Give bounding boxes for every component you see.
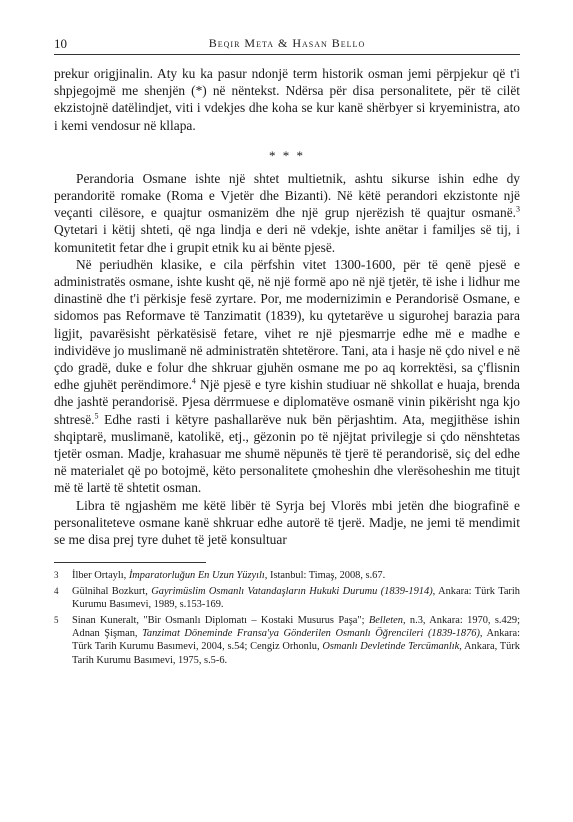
paragraph-1: prekur origjinalin. Aty ku ka pasur ndonjë term historik osman jemi përpjekur që t'i shpjegojmë me shenjën (*) në nëntekst. Ndërsa për disa personalitete, për të cilët ekzistojnë datëlindjet, viti i vdekjes dhe koha se kur kanë shërbyer si kryeministra, ato i kemi vendosur në kllapa. bbox=[54, 66, 520, 133]
book-page bbox=[54, 34, 520, 669]
paragraph-4: Libra të ngjashëm me këtë libër të Syrja bej Vlorës mbi jetën dhe biografinë e personaliteteve osmane kanë shkruar edhe autorë të tjerë. Madje, ne jemi të mendimit se me disa prej tyre duhet të jetë konsultuar bbox=[54, 497, 520, 548]
footnote-number: 4 bbox=[54, 585, 59, 596]
footnote-text: İlber Ortaylı, İmparatorluğun En Uzun Yüzyılı, Istanbul: Timaş, 2008, s.67. bbox=[72, 570, 386, 582]
paragraph-3: Në periudhën klasike, e cila përfshin vitet 1300-1600, për të qenë pjesë e administratës osmane, ishte kusht që, në një formë apo në një tjetër, të ishe i lidhur me dinastinë dhe t'i përkisje fesë zyrtare. Por, me modernizimin e Perandorisë Osmane, e sidomos pas Reformave të Tanzimatit (1839), ku qytetarëve u sigurohej barazia para ligjit, pavarësisht përkatësisë fetare, vihet re një pjesmarrje edhe më e madhe e individëve jo muslimanë në administratën shtetërore. Tani, ata i hasje në çdo nivel e në çdo gradë, duke e folur dhe shkruar gjuhën osmane me po aq korrektësi, sa ç'flisnin edhe gjuhët perëndimore.$^4$ Një pjesë e tyre kishin studiuar në shkollat e huaja, brenda dhe jashtë perandorisë. Pjesa dërrmuese e diplomatëve osmanë vinin pikërisht nga kjo shtresë.$^5$ Edhe rasti i këtyre pashallarëve nuk bën përjashtim. Ata, megjithëse ishin shqiptarë, muslimanë, katolikë, etj., gëzonin po të njëjtat privilegje si çdo nënshtetas tjetër osman. Madje, krahasuar me shumë nëpunës të tjerë të perandorisë, siç del edhe në materialet që po botojmë, këto personalitete çmoheshin dhe vlerësoheshin me titujt më të lartë të shtetit osman. bbox=[54, 256, 520, 496]
footnote-text: Sinan Kuneralt, "Bir Osmanlı Diplomatı – Kostaki Musurus Paşa"; Belleten, n.3, Ankara: 1970, s.429; Adnan Şişman, Tanzimat Döneminde Fransa'ya Gönderilen Osmanlı Öğrencileri (1839-1876), Ankara: Türk Tarih Kurumu Basımevi, 2004, s.54; Cengiz Orhonlu, Osmanlı Devletinde Tercümanlık, Ankara, Türk Tarih Kurumu Basımevi, 1975, s.5-6. bbox=[72, 614, 521, 666]
footnote-5 bbox=[54, 614, 520, 668]
footnote-ref-5[interactable]: 5 bbox=[94, 411, 99, 421]
footnote-number: 3 bbox=[54, 570, 59, 581]
page-header bbox=[54, 34, 520, 55]
running-head: Beqir Meta & Hasan Bello bbox=[208, 36, 366, 50]
footnote-divider bbox=[54, 562, 206, 563]
footnote-ref-3[interactable]: 3 bbox=[516, 204, 520, 214]
footnote-4 bbox=[54, 585, 520, 612]
section-separator: * * * bbox=[269, 147, 305, 163]
paragraph-2: Perandoria Osmane ishte një shtet multietnik, ashtu sikurse ishin edhe dy perandoritë romake (Roma e Vjetër dhe Bizanti). Në këtë perandori ekzistonte një veçanti cilësore, e quajtur osmanizëm dhe një grup njerëzish të quajtur osmanë.$^3$ Qytetari i këtij shteti, që nga lindja e deri në vdekje, ishte anëtar i familjes së tij, i komunitetit fetar dhe i grupit etnik ku ai bënte pjesë. bbox=[54, 170, 520, 255]
footnote-ref-4[interactable]: 4 bbox=[191, 376, 196, 386]
footnote-text: Gülnihal Bozkurt, Gayrimüslim Osmanlı Vatandaşların Hukuki Durumu (1839-1914), Ankara: Türk Tarih Kurumu Basımevi, 1989, s.153-169. bbox=[72, 585, 520, 611]
footnote-number: 5 bbox=[54, 614, 59, 625]
footnote-3 bbox=[54, 569, 520, 582]
page-number: 10 bbox=[54, 36, 67, 51]
